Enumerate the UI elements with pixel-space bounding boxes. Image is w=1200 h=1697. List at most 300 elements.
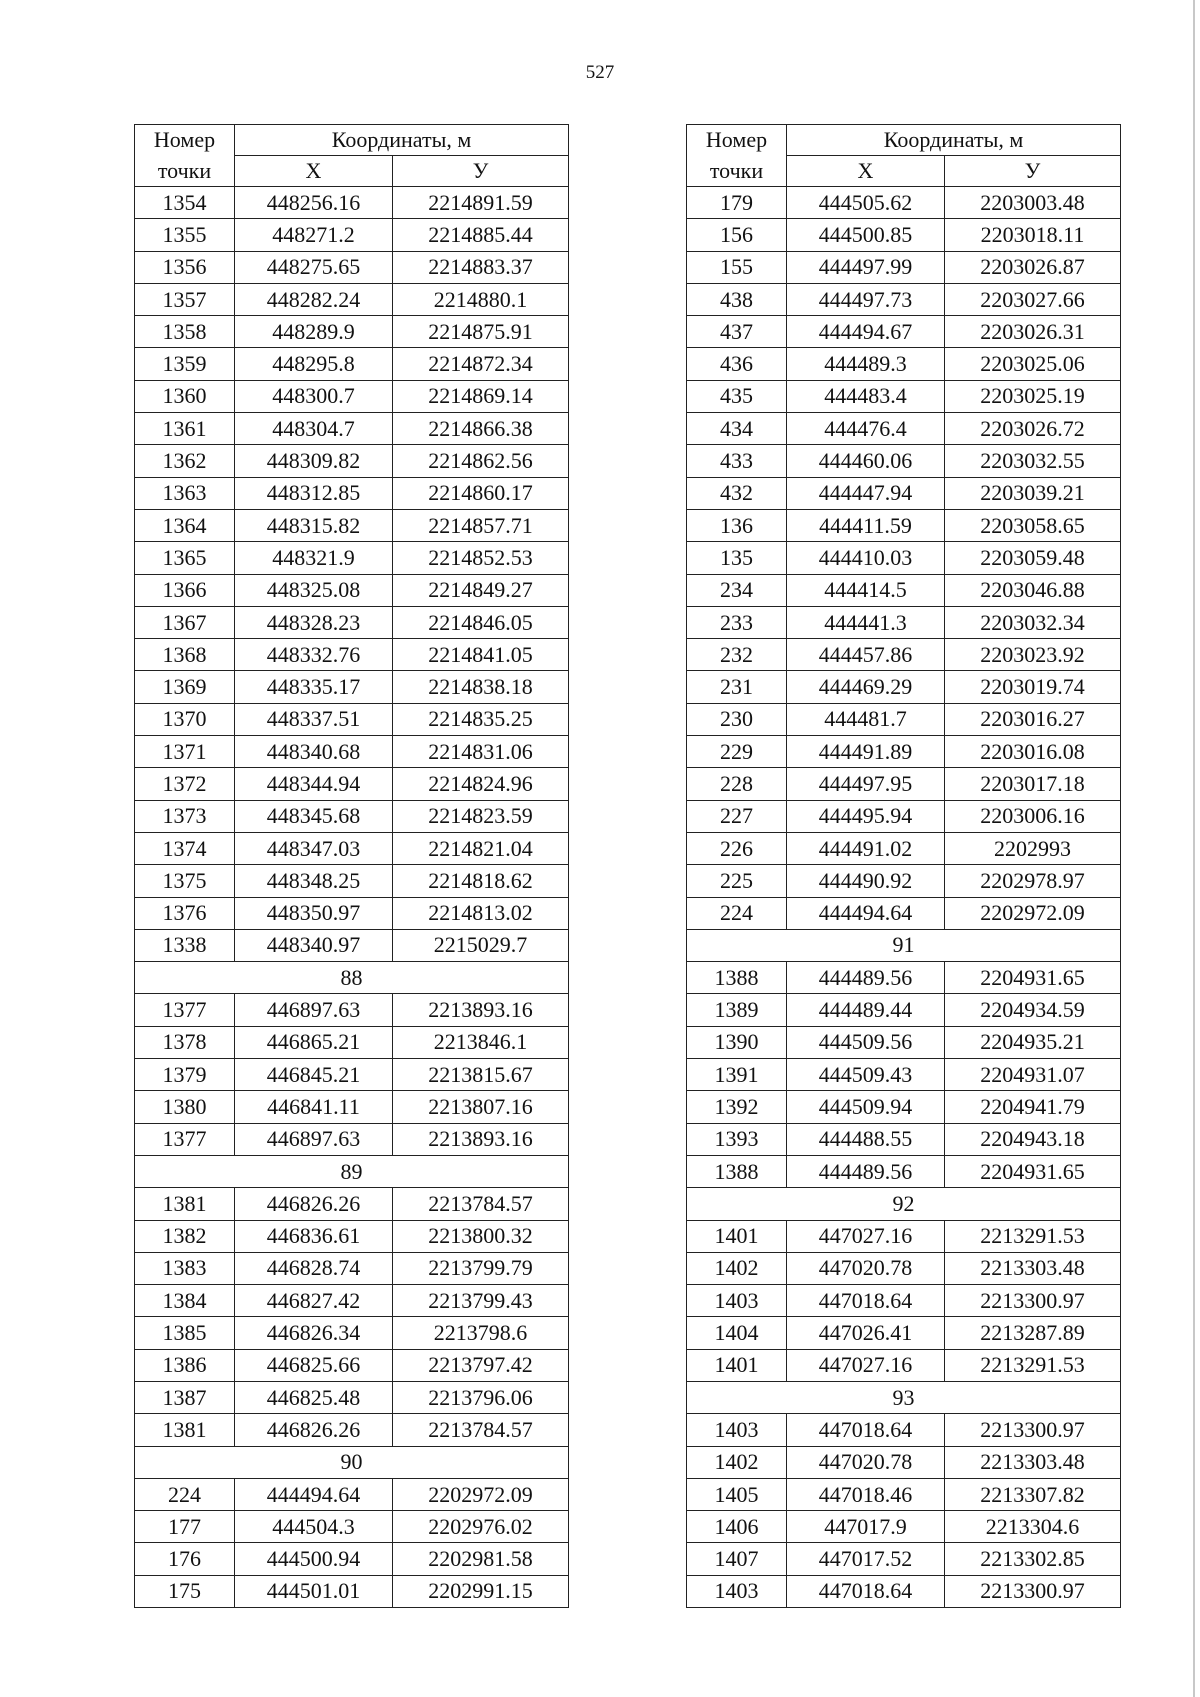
table-row xyxy=(135,283,569,315)
x-coordinate-cell: 444489.56 xyxy=(787,962,945,994)
y-coordinate-cell: 2213300.97 xyxy=(945,1414,1121,1446)
y-coordinate-cell: 2214885.44 xyxy=(393,219,569,251)
x-coordinate-cell: 447017.9 xyxy=(787,1511,945,1543)
point-number-cell: 224 xyxy=(135,1478,235,1510)
x-coordinate-cell: 444410.03 xyxy=(787,542,945,574)
table-row xyxy=(135,251,569,283)
section-row xyxy=(687,1381,1121,1413)
point-number-cell: 1389 xyxy=(687,994,787,1026)
point-number-cell: 227 xyxy=(687,800,787,832)
x-coordinate-cell: 444414.5 xyxy=(787,574,945,606)
y-coordinate-cell: 2214838.18 xyxy=(393,671,569,703)
left-coordinates-table xyxy=(134,124,569,1608)
header-point-number-line1: Номер xyxy=(135,125,235,156)
point-number-cell: 1377 xyxy=(135,994,235,1026)
x-coordinate-cell: 446841.11 xyxy=(235,1091,393,1123)
table-row xyxy=(135,639,569,671)
table-row xyxy=(135,1575,569,1607)
table-row xyxy=(687,639,1121,671)
point-number-cell: 1375 xyxy=(135,865,235,897)
table-row xyxy=(687,703,1121,735)
x-coordinate-cell: 446897.63 xyxy=(235,994,393,1026)
left-table-body xyxy=(135,187,569,1608)
point-number-cell: 230 xyxy=(687,703,787,735)
point-number-cell: 434 xyxy=(687,413,787,445)
point-number-cell: 1360 xyxy=(135,380,235,412)
table-row xyxy=(135,445,569,477)
x-coordinate-cell: 446828.74 xyxy=(235,1252,393,1284)
y-coordinate-cell: 2213797.42 xyxy=(393,1349,569,1381)
y-coordinate-cell: 2214891.59 xyxy=(393,187,569,219)
table-row xyxy=(687,1349,1121,1381)
point-number-cell: 1381 xyxy=(135,1414,235,1446)
point-number-cell: 1371 xyxy=(135,736,235,768)
table-row xyxy=(135,1252,569,1284)
x-coordinate-cell: 444491.02 xyxy=(787,832,945,864)
point-number-cell: 1364 xyxy=(135,509,235,541)
point-number-cell: 1376 xyxy=(135,897,235,929)
table-row xyxy=(687,800,1121,832)
section-row xyxy=(687,1188,1121,1220)
point-number-cell: 1377 xyxy=(135,1123,235,1155)
table-row xyxy=(687,509,1121,541)
x-coordinate-cell: 444494.67 xyxy=(787,316,945,348)
point-number-cell: 1373 xyxy=(135,800,235,832)
header-x: X xyxy=(787,156,945,187)
section-number: 88 xyxy=(135,962,569,994)
table-row xyxy=(135,800,569,832)
x-coordinate-cell: 444488.55 xyxy=(787,1123,945,1155)
y-coordinate-cell: 2213893.16 xyxy=(393,994,569,1026)
right-coordinates-table xyxy=(686,124,1121,1608)
right-coordinates-table-container xyxy=(686,124,1121,1608)
header-point-number-line2: точки xyxy=(135,156,235,187)
table-row xyxy=(687,251,1121,283)
point-number-cell: 1381 xyxy=(135,1188,235,1220)
y-coordinate-cell: 2202978.97 xyxy=(945,865,1121,897)
table-row xyxy=(687,1123,1121,1155)
x-coordinate-cell: 447018.46 xyxy=(787,1478,945,1510)
y-coordinate-cell: 2204943.18 xyxy=(945,1123,1121,1155)
x-coordinate-cell: 444476.4 xyxy=(787,413,945,445)
y-coordinate-cell: 2214849.27 xyxy=(393,574,569,606)
section-number: 90 xyxy=(135,1446,569,1478)
section-row xyxy=(135,1155,569,1187)
header-coordinates: Координаты, м xyxy=(787,125,1121,156)
section-row xyxy=(687,929,1121,961)
point-number-cell: 1363 xyxy=(135,477,235,509)
point-number-cell: 232 xyxy=(687,639,787,671)
y-coordinate-cell: 2203039.21 xyxy=(945,477,1121,509)
point-number-cell: 1369 xyxy=(135,671,235,703)
table-row xyxy=(687,832,1121,864)
y-coordinate-cell: 2204935.21 xyxy=(945,1026,1121,1058)
table-row xyxy=(135,1091,569,1123)
table-row xyxy=(135,542,569,574)
point-number-cell: 229 xyxy=(687,736,787,768)
y-coordinate-cell: 2202981.58 xyxy=(393,1543,569,1575)
y-coordinate-cell: 2213799.43 xyxy=(393,1285,569,1317)
point-number-cell: 228 xyxy=(687,768,787,800)
table-row xyxy=(135,768,569,800)
point-number-cell: 1388 xyxy=(687,962,787,994)
x-coordinate-cell: 448337.51 xyxy=(235,703,393,735)
point-number-cell: 176 xyxy=(135,1543,235,1575)
x-coordinate-cell: 448300.7 xyxy=(235,380,393,412)
table-row xyxy=(135,736,569,768)
point-number-cell: 1403 xyxy=(687,1575,787,1607)
point-number-cell: 438 xyxy=(687,283,787,315)
point-number-cell: 1370 xyxy=(135,703,235,735)
x-coordinate-cell: 448340.97 xyxy=(235,929,393,961)
section-number: 93 xyxy=(687,1381,1121,1413)
table-row xyxy=(687,1317,1121,1349)
table-row xyxy=(135,929,569,961)
header-point-number-line2: точки xyxy=(687,156,787,187)
x-coordinate-cell: 444494.64 xyxy=(235,1478,393,1510)
table-row xyxy=(135,1478,569,1510)
x-coordinate-cell: 448348.25 xyxy=(235,865,393,897)
x-coordinate-cell: 447017.52 xyxy=(787,1543,945,1575)
table-row xyxy=(687,994,1121,1026)
point-number-cell: 1383 xyxy=(135,1252,235,1284)
x-coordinate-cell: 444500.94 xyxy=(235,1543,393,1575)
point-number-cell: 1357 xyxy=(135,283,235,315)
x-coordinate-cell: 447018.64 xyxy=(787,1414,945,1446)
y-coordinate-cell: 2214841.05 xyxy=(393,639,569,671)
table-row xyxy=(135,413,569,445)
y-coordinate-cell: 2214872.34 xyxy=(393,348,569,380)
y-coordinate-cell: 2213815.67 xyxy=(393,1059,569,1091)
x-coordinate-cell: 447020.78 xyxy=(787,1446,945,1478)
table-row xyxy=(687,1059,1121,1091)
y-coordinate-cell: 2203006.16 xyxy=(945,800,1121,832)
x-coordinate-cell: 446826.26 xyxy=(235,1414,393,1446)
x-coordinate-cell: 446826.34 xyxy=(235,1317,393,1349)
y-coordinate-cell: 2214831.06 xyxy=(393,736,569,768)
point-number-cell: 1403 xyxy=(687,1414,787,1446)
table-row xyxy=(687,1511,1121,1543)
x-coordinate-cell: 446825.66 xyxy=(235,1349,393,1381)
table-row xyxy=(687,897,1121,929)
x-coordinate-cell: 447018.64 xyxy=(787,1285,945,1317)
table-row xyxy=(135,477,569,509)
x-coordinate-cell: 448350.97 xyxy=(235,897,393,929)
x-coordinate-cell: 444497.99 xyxy=(787,251,945,283)
table-row xyxy=(135,832,569,864)
table-row xyxy=(135,348,569,380)
x-coordinate-cell: 448328.23 xyxy=(235,606,393,638)
scan-edge-right xyxy=(1193,0,1195,1697)
table-row xyxy=(687,1575,1121,1607)
point-number-cell: 1386 xyxy=(135,1349,235,1381)
table-row xyxy=(135,606,569,638)
x-coordinate-cell: 444457.86 xyxy=(787,639,945,671)
section-number: 92 xyxy=(687,1188,1121,1220)
table-row xyxy=(135,316,569,348)
x-coordinate-cell: 444497.73 xyxy=(787,283,945,315)
header-coordinates: Координаты, м xyxy=(235,125,569,156)
y-coordinate-cell: 2214860.17 xyxy=(393,477,569,509)
y-coordinate-cell: 2203025.06 xyxy=(945,348,1121,380)
table-row xyxy=(687,865,1121,897)
table-row xyxy=(135,1285,569,1317)
x-coordinate-cell: 444494.64 xyxy=(787,897,945,929)
table-row xyxy=(687,768,1121,800)
section-row xyxy=(135,962,569,994)
y-coordinate-cell: 2203016.08 xyxy=(945,736,1121,768)
x-coordinate-cell: 444481.7 xyxy=(787,703,945,735)
y-coordinate-cell: 2213784.57 xyxy=(393,1414,569,1446)
header-y: У xyxy=(393,156,569,187)
y-coordinate-cell: 2214823.59 xyxy=(393,800,569,832)
table-row xyxy=(135,1123,569,1155)
y-coordinate-cell: 2213307.82 xyxy=(945,1478,1121,1510)
x-coordinate-cell: 448275.65 xyxy=(235,251,393,283)
point-number-cell: 226 xyxy=(687,832,787,864)
x-coordinate-cell: 447020.78 xyxy=(787,1252,945,1284)
x-coordinate-cell: 444500.85 xyxy=(787,219,945,251)
y-coordinate-cell: 2213300.97 xyxy=(945,1575,1121,1607)
y-coordinate-cell: 2203025.19 xyxy=(945,380,1121,412)
y-coordinate-cell: 2214821.04 xyxy=(393,832,569,864)
point-number-cell: 135 xyxy=(687,542,787,574)
y-coordinate-cell: 2213291.53 xyxy=(945,1349,1121,1381)
y-coordinate-cell: 2204931.65 xyxy=(945,1155,1121,1187)
y-coordinate-cell: 2213303.48 xyxy=(945,1252,1121,1284)
point-number-cell: 1385 xyxy=(135,1317,235,1349)
y-coordinate-cell: 2203032.55 xyxy=(945,445,1121,477)
table-row xyxy=(135,380,569,412)
point-number-cell: 1393 xyxy=(687,1123,787,1155)
x-coordinate-cell: 444501.01 xyxy=(235,1575,393,1607)
point-number-cell: 1372 xyxy=(135,768,235,800)
x-coordinate-cell: 448315.82 xyxy=(235,509,393,541)
table-row xyxy=(135,219,569,251)
x-coordinate-cell: 444505.62 xyxy=(787,187,945,219)
x-coordinate-cell: 446845.21 xyxy=(235,1059,393,1091)
x-coordinate-cell: 446825.48 xyxy=(235,1381,393,1413)
x-coordinate-cell: 446827.42 xyxy=(235,1285,393,1317)
point-number-cell: 179 xyxy=(687,187,787,219)
x-coordinate-cell: 444489.56 xyxy=(787,1155,945,1187)
table-row xyxy=(687,219,1121,251)
y-coordinate-cell: 2204941.79 xyxy=(945,1091,1121,1123)
header-point-number-line1: Номер xyxy=(687,125,787,156)
y-coordinate-cell: 2203016.27 xyxy=(945,703,1121,735)
point-number-cell: 432 xyxy=(687,477,787,509)
x-coordinate-cell: 448345.68 xyxy=(235,800,393,832)
point-number-cell: 175 xyxy=(135,1575,235,1607)
table-row xyxy=(135,187,569,219)
y-coordinate-cell: 2202972.09 xyxy=(393,1478,569,1510)
point-number-cell: 1367 xyxy=(135,606,235,638)
y-coordinate-cell: 2214857.71 xyxy=(393,509,569,541)
point-number-cell: 1354 xyxy=(135,187,235,219)
x-coordinate-cell: 447026.41 xyxy=(787,1317,945,1349)
y-coordinate-cell: 2203032.34 xyxy=(945,606,1121,638)
x-coordinate-cell: 448340.68 xyxy=(235,736,393,768)
y-coordinate-cell: 2214813.02 xyxy=(393,897,569,929)
table-row xyxy=(135,1188,569,1220)
y-coordinate-cell: 2203003.48 xyxy=(945,187,1121,219)
x-coordinate-cell: 446897.63 xyxy=(235,1123,393,1155)
table-row xyxy=(687,1252,1121,1284)
table-row xyxy=(135,509,569,541)
point-number-cell: 1380 xyxy=(135,1091,235,1123)
x-coordinate-cell: 446836.61 xyxy=(235,1220,393,1252)
point-number-cell: 1374 xyxy=(135,832,235,864)
point-number-cell: 435 xyxy=(687,380,787,412)
point-number-cell: 1405 xyxy=(687,1478,787,1510)
point-number-cell: 1401 xyxy=(687,1220,787,1252)
y-coordinate-cell: 2214818.62 xyxy=(393,865,569,897)
table-row xyxy=(135,1349,569,1381)
x-coordinate-cell: 444411.59 xyxy=(787,509,945,541)
y-coordinate-cell: 2213300.97 xyxy=(945,1285,1121,1317)
point-number-cell: 1382 xyxy=(135,1220,235,1252)
y-coordinate-cell: 2203046.88 xyxy=(945,574,1121,606)
x-coordinate-cell: 444489.44 xyxy=(787,994,945,1026)
point-number-cell: 1390 xyxy=(687,1026,787,1058)
table-row xyxy=(687,283,1121,315)
page-number: 527 xyxy=(585,62,615,83)
y-coordinate-cell: 2214852.53 xyxy=(393,542,569,574)
table-row xyxy=(687,736,1121,768)
x-coordinate-cell: 444490.92 xyxy=(787,865,945,897)
point-number-cell: 136 xyxy=(687,509,787,541)
x-coordinate-cell: 444504.3 xyxy=(235,1511,393,1543)
x-coordinate-cell: 448309.82 xyxy=(235,445,393,477)
point-number-cell: 156 xyxy=(687,219,787,251)
table-row xyxy=(687,1026,1121,1058)
table-row xyxy=(687,542,1121,574)
table-row xyxy=(135,1317,569,1349)
y-coordinate-cell: 2214869.14 xyxy=(393,380,569,412)
y-coordinate-cell: 2214875.91 xyxy=(393,316,569,348)
point-number-cell: 1338 xyxy=(135,929,235,961)
table-row xyxy=(687,1220,1121,1252)
table-row xyxy=(135,1026,569,1058)
table-row xyxy=(687,1155,1121,1187)
point-number-cell: 1404 xyxy=(687,1317,787,1349)
x-coordinate-cell: 448347.03 xyxy=(235,832,393,864)
table-row xyxy=(135,1511,569,1543)
point-number-cell: 1355 xyxy=(135,219,235,251)
point-number-cell: 1391 xyxy=(687,1059,787,1091)
point-number-cell: 1403 xyxy=(687,1285,787,1317)
point-number-cell: 1378 xyxy=(135,1026,235,1058)
point-number-cell: 231 xyxy=(687,671,787,703)
x-coordinate-cell: 448295.8 xyxy=(235,348,393,380)
x-coordinate-cell: 448325.08 xyxy=(235,574,393,606)
x-coordinate-cell: 446826.26 xyxy=(235,1188,393,1220)
y-coordinate-cell: 2203026.72 xyxy=(945,413,1121,445)
point-number-cell: 1365 xyxy=(135,542,235,574)
y-coordinate-cell: 2214862.56 xyxy=(393,445,569,477)
y-coordinate-cell: 2214883.37 xyxy=(393,251,569,283)
x-coordinate-cell: 448289.9 xyxy=(235,316,393,348)
x-coordinate-cell: 447027.16 xyxy=(787,1349,945,1381)
table-row xyxy=(135,897,569,929)
y-coordinate-cell: 2202993 xyxy=(945,832,1121,864)
point-number-cell: 1358 xyxy=(135,316,235,348)
y-coordinate-cell: 2202991.15 xyxy=(393,1575,569,1607)
table-row xyxy=(687,671,1121,703)
point-number-cell: 1366 xyxy=(135,574,235,606)
y-coordinate-cell: 2204931.07 xyxy=(945,1059,1121,1091)
y-coordinate-cell: 2204934.59 xyxy=(945,994,1121,1026)
y-coordinate-cell: 2203023.92 xyxy=(945,639,1121,671)
y-coordinate-cell: 2214866.38 xyxy=(393,413,569,445)
table-row xyxy=(687,413,1121,445)
point-number-cell: 1392 xyxy=(687,1091,787,1123)
y-coordinate-cell: 2203026.87 xyxy=(945,251,1121,283)
x-coordinate-cell: 448335.17 xyxy=(235,671,393,703)
table-row xyxy=(687,1285,1121,1317)
point-number-cell: 1406 xyxy=(687,1511,787,1543)
x-coordinate-cell: 446865.21 xyxy=(235,1026,393,1058)
point-number-cell: 1356 xyxy=(135,251,235,283)
table-row xyxy=(687,962,1121,994)
section-number: 89 xyxy=(135,1155,569,1187)
table-row xyxy=(135,1543,569,1575)
point-number-cell: 436 xyxy=(687,348,787,380)
point-number-cell: 1401 xyxy=(687,1349,787,1381)
y-coordinate-cell: 2203018.11 xyxy=(945,219,1121,251)
x-coordinate-cell: 448332.76 xyxy=(235,639,393,671)
x-coordinate-cell: 448282.24 xyxy=(235,283,393,315)
x-coordinate-cell: 447018.64 xyxy=(787,1575,945,1607)
table-row xyxy=(135,574,569,606)
point-number-cell: 155 xyxy=(687,251,787,283)
y-coordinate-cell: 2213799.79 xyxy=(393,1252,569,1284)
table-row xyxy=(687,606,1121,638)
y-coordinate-cell: 2213798.6 xyxy=(393,1317,569,1349)
y-coordinate-cell: 2213893.16 xyxy=(393,1123,569,1155)
table-row xyxy=(135,671,569,703)
x-coordinate-cell: 447027.16 xyxy=(787,1220,945,1252)
y-coordinate-cell: 2204931.65 xyxy=(945,962,1121,994)
table-row xyxy=(687,477,1121,509)
x-coordinate-cell: 444491.89 xyxy=(787,736,945,768)
table-row xyxy=(687,380,1121,412)
y-coordinate-cell: 2213800.32 xyxy=(393,1220,569,1252)
point-number-cell: 1362 xyxy=(135,445,235,477)
y-coordinate-cell: 2202976.02 xyxy=(393,1511,569,1543)
section-row xyxy=(135,1446,569,1478)
point-number-cell: 1402 xyxy=(687,1446,787,1478)
point-number-cell: 177 xyxy=(135,1511,235,1543)
x-coordinate-cell: 448271.2 xyxy=(235,219,393,251)
y-coordinate-cell: 2214880.1 xyxy=(393,283,569,315)
left-coordinates-table-container xyxy=(134,124,569,1608)
point-number-cell: 1384 xyxy=(135,1285,235,1317)
point-number-cell: 1379 xyxy=(135,1059,235,1091)
table-row xyxy=(687,316,1121,348)
y-coordinate-cell: 2213846.1 xyxy=(393,1026,569,1058)
y-coordinate-cell: 2203059.48 xyxy=(945,542,1121,574)
point-number-cell: 225 xyxy=(687,865,787,897)
point-number-cell: 1368 xyxy=(135,639,235,671)
y-coordinate-cell: 2203017.18 xyxy=(945,768,1121,800)
right-table-body xyxy=(687,187,1121,1608)
x-coordinate-cell: 444460.06 xyxy=(787,445,945,477)
point-number-cell: 1359 xyxy=(135,348,235,380)
x-coordinate-cell: 444447.94 xyxy=(787,477,945,509)
table-row xyxy=(135,1414,569,1446)
y-coordinate-cell: 2213287.89 xyxy=(945,1317,1121,1349)
